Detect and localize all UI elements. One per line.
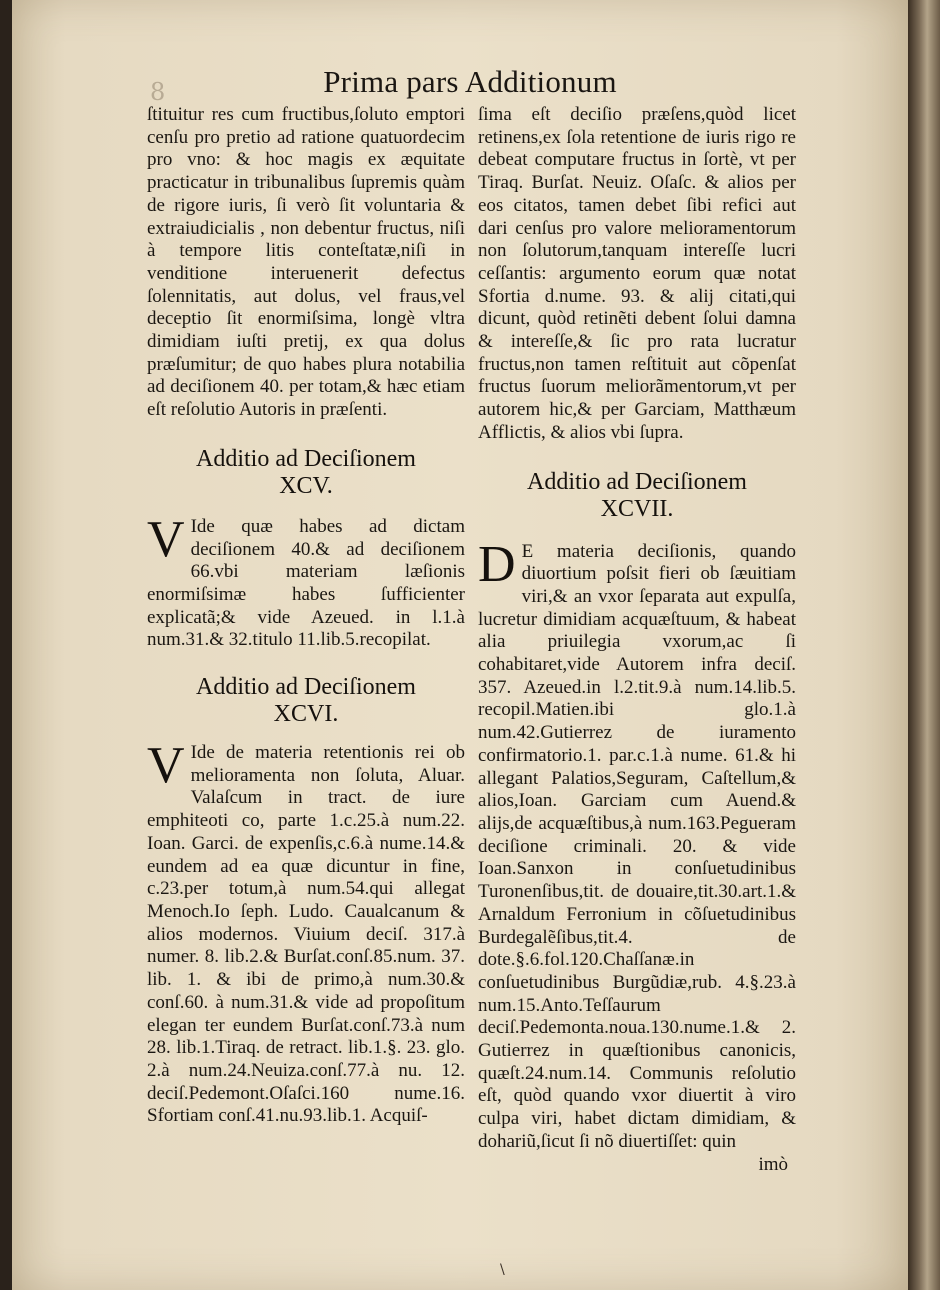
heading-decision-97 [478, 469, 796, 523]
heading-96-line1: Additio ad Deciſionem [196, 674, 416, 701]
decision-95-paragraph [147, 510, 465, 652]
faint-page-number: 8 [150, 78, 166, 106]
heading-97-line2: XCVII. [600, 495, 674, 522]
dropcap-96: V [147, 737, 185, 795]
left-column [147, 104, 465, 1128]
decision-97-text: E materia deciſionis, quando diuortium poſsit fieri ob ſæuitiam viri,& an vxor ſeparata aut expulſa, lucretur dimidiam acquæſtuum, & habeat alia priuilegia vxorum,ac ſi cohabitaret,vide Autorem infra deciſ. 357. Azeued.in l.2.tit.9.à num.14.lib.5. recopil.Matien.ibi glo.1.à num.42.Gutierrez de iuramento confirmatorio.1. par.c.1.à nume. 61.& hi allegant Palatios,Seguram, Caſtellum,& alios,Ioan. Garciam cum Auend.& alijs,de acquæſtibus,à num.163.Pegueram deciſione criminali. 20. & vide Ioan.Sanxon in conſuetudinibus Turonenſibus,tit. de douaire,tit.30.art.1.& Arnaldum Ferronium in cõſuetudinibus Burdegalẽſibus,tit.4. de dote.§.6.fol.120.Chaſſanæ.in conſuetudinibus Burgũdiæ,rub. 4.§.23.à num.15.Anto.Teſſaurum deciſ.Pedemonta.noua.130.nume.1.& 2. Gutierrez in quæſtionibus canonicis, quæſt.24.num.14. Communis reſolutio eſt, quòd quando vxor diuertit à viro culpa viri, habet dictam dimidiam, & dohariũ,ſicut ſi nõ diuertiſſet: quin [478, 540, 796, 1152]
decision-97-paragraph [478, 535, 796, 1154]
heading-decision-96 [147, 674, 465, 728]
decision-95-text: Ide quæ habes ad dictam deciſionem 40.& ad deciſionem 66.vbi materiam læſionis enormiſsimæ habes ſufficienter explicatã;& vide Azeued. in l.1.à num.31.& 32.titulo 11.lib.5.recopilat. [147, 515, 465, 651]
left-intro-paragraph: ſtituitur res cum fructibus,ſoluto emptori cenſu pro pretio ad ratione quatuordecim pro vno: & hoc magis ex æquitate practicatur in tribunalibus ſupremis quàm de rigore iuris, ſi verò ſit voluntaria & extraiudicialis , non debentur fructus, niſi à tempore litis conteſtatæ,niſi in venditione interuenerit defectus ſolennitatis, aut dolus, vel fraus,vel deceptio ſit enormiſsima, longè vltra dimidiam iuſti pretij, ex qua dolus præſumitur; de quo habes plura notabilia ad deciſionem 40. per totam,& hæc etiam eſt reſolutio Autoris in præſenti. [147, 104, 465, 421]
heading-97-line1: Additio ad Deciſionem [527, 468, 747, 495]
heading-95-line1: Additio ad Deciſionem [196, 445, 416, 472]
running-head: Prima pars Additionum [323, 64, 617, 99]
decision-96-text: Ide de materia retentionis rei ob melioramenta non ſoluta, Aluar. Valaſcum in tract. de iure emphiteoti co, parte 1.c.25.à num.22. Ioan. Garci. de expenſis,c.6.à nume.14.& eundem ad ea quæ dicuntur in fine, c.23.per totum,à num.54.qui allegat Menoch.Io ſeph. Ludo. Caualcanum & alios modernos. Viuium deciſ. 317.à numer. 8. lib.2.& Burſat.conſ.85.num. 37. lib. 1. & ibi de primo,à num.30.& conſ.60. à num.31.& vide ad propoſitum elegan ter eundem Burſat.conſ.73.à num 28. lib.1.Tiraq. de retract. lib.1.§. 23. glo. 2.à num.24.Neuiza.conſ.77.à nu. 12. deciſ.Pedemont.Oſaſci.160 nume.16. Sfortiam conſ.41.nu.93.lib.1. Acquiſ- [147, 742, 465, 1127]
right-intro-paragraph: ſima eſt deciſio præſens,quòd licet retinens,ex ſola retentione de iuris rigo re debeat computare fructus in ſortè, vt per Tiraq. Burſat. Neuiz. Oſaſc. & alios per eos citatos, tamen debet ſibi refici aut dari cenſus pro valore melioramentorum non ſolutorum,tanquam intereſſe lucri ceſſantis: argumento eorum quæ notat Sfortia d.nume. 93. & alij citati,qui dicunt, quòd retinẽti debent ſolui damna & intereſſe,& ſic pro rata lucratur fructus,non tamen reſtituit aut cõpenſat fructus ſuorum meliorãmentorum,vt per autorem hic,& per Garciam, Matthæum Afflictis, & alios vbi ſupra. [478, 104, 796, 443]
heading-95-line2: XCV. [279, 472, 333, 499]
catchword: imò [758, 1153, 788, 1175]
dropcap-97: D [478, 535, 516, 593]
page-edge [908, 0, 940, 1290]
right-column [478, 104, 796, 1176]
ink-mark: \ [500, 1262, 505, 1278]
heading-96-line2: XCVI. [273, 701, 339, 728]
heading-decision-95 [147, 446, 465, 500]
dropcap-95: V [147, 510, 185, 568]
decision-96-paragraph [147, 737, 465, 1128]
